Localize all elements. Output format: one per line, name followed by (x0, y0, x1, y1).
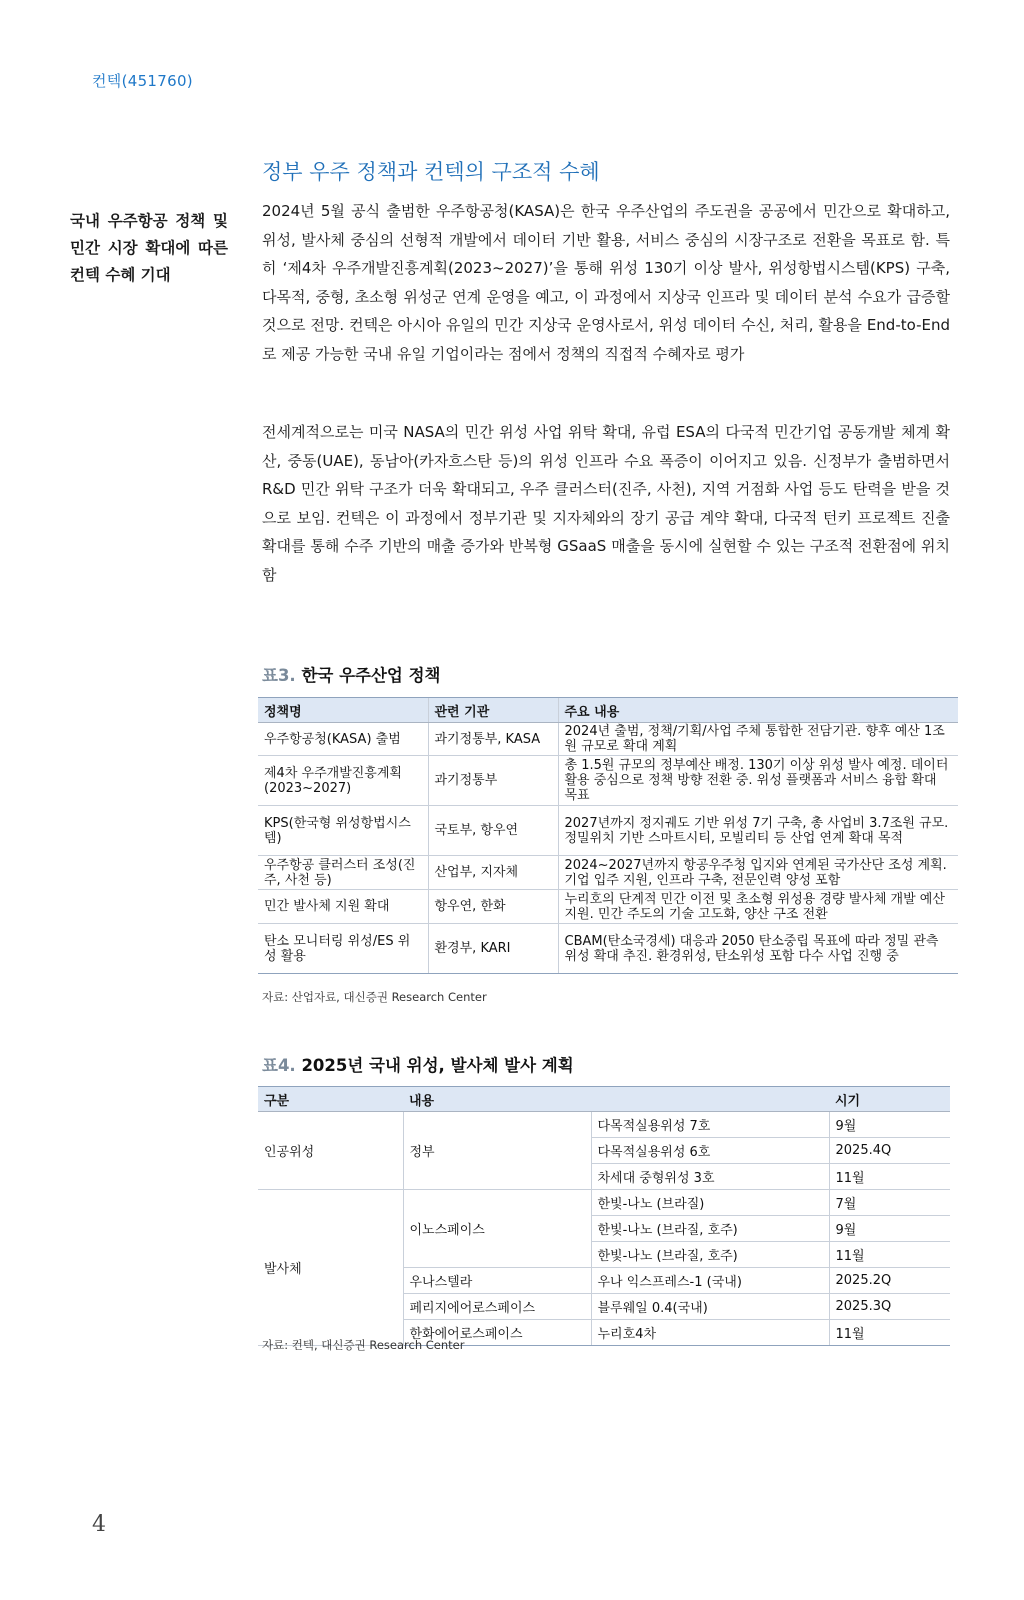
launch-plan-table (258, 1086, 950, 1346)
table-row (258, 924, 958, 974)
table4-source: 자료: 컨텍, 대신증권 Research Center (262, 1338, 465, 1352)
table-row (258, 856, 958, 890)
agency-cell: 과기정통부 (428, 756, 558, 806)
policy-table (258, 697, 958, 974)
body-paragraph-1: 2024년 5월 공식 출범한 우주항공청(KASA)은 한국 우주산업의 주도권을 공공에서 민간으로 확대하고, 위성, 발사체 중심의 선형적 개발에서 데이터 기반 활용, 서비스 중심의 시장구조로 전환을 목표로 함. 특히 ‘제4차 우주개발진흥계획(2023~2027)’을 통해 위성 130기 이상 발사, 위성항법시스템(KPS) 구축, 다목적, 중형, 초소형 위성군 연계 운영을 예고, 이 과정에서 지상국 인프라 및 데이터 분석 수요가 급증할 것으로 전망. 컨텍은 아시아 유일의 민간 지상국 운영사로서, 위성 데이터 수신, 처리, 활용을 End-to-End로 제공 가능한 국내 유일 기업이라는 점에서 정책의 직접적 수혜자로 평가 (262, 202, 950, 363)
schedule-cell: 2025.2Q (829, 1268, 950, 1294)
table-header-row (258, 1087, 950, 1112)
table3-title (262, 662, 440, 686)
schedule-cell: 9월 (829, 1216, 950, 1242)
side-note: 국내 우주항공 정책 및 민간 시장 확대에 따른 컨텍 수혜 기대 (70, 212, 228, 284)
mission-cell: 누리호4차 (591, 1320, 829, 1346)
schedule-cell: 11월 (829, 1164, 950, 1190)
mission-cell: 다목적실용위성 6호 (591, 1138, 829, 1164)
table-row (258, 723, 958, 756)
schedule-cell: 2025.3Q (829, 1294, 950, 1320)
schedule-cell: 11월 (829, 1242, 950, 1268)
operator-cell: 정부 (403, 1112, 591, 1190)
schedule-cell: 11월 (829, 1320, 950, 1346)
table4-title (262, 1052, 574, 1076)
table-header-cell: 주요 내용 (558, 698, 958, 723)
table3-title-text: 한국 우주산업 정책 (301, 666, 441, 685)
table3-source: 자료: 산업자료, 대신증권 Research Center (262, 990, 487, 1004)
operator-cell: 이노스페이스 (403, 1190, 591, 1268)
table4-number: 표4. (262, 1056, 296, 1075)
page-number: 4 (92, 1512, 106, 1537)
agency-cell: 산업부, 지자체 (428, 856, 558, 890)
category-cell: 발사체 (258, 1190, 403, 1346)
schedule-cell: 7월 (829, 1190, 950, 1216)
content-cell: CBAM(탄소국경세) 대응과 2050 탄소중립 목표에 따라 정밀 관측 위성 확대 추진. 환경위성, 탄소위성 포함 다수 사업 진행 중 (558, 924, 958, 974)
operator-cell: 페리지에어로스페이스 (403, 1294, 591, 1320)
mission-cell: 한빛-나노 (브라질, 호주) (591, 1216, 829, 1242)
table-header-cell: 내용 (403, 1087, 591, 1112)
content-cell: 2027년까지 정지궤도 기반 위성 7기 구축, 총 사업비 3.7조원 규모. 정밀위치 기반 스마트시티, 모빌리티 등 산업 연계 확대 목적 (558, 806, 958, 856)
mission-cell: 우나 익스프레스-1 (국내) (591, 1268, 829, 1294)
table-row (258, 806, 958, 856)
table-row (258, 1112, 950, 1138)
policy-name-cell: 우주항공 클러스터 조성(진주, 사천 등) (258, 856, 428, 890)
content-cell: 총 1.5원 규모의 정부예산 배정. 130기 이상 위성 발사 예정. 데이터 활용 중심으로 정책 방향 전환 중. 위성 플랫폼과 서비스 융합 확대 목표 (558, 756, 958, 806)
policy-name-cell: 민간 발사체 지원 확대 (258, 890, 428, 924)
mission-cell: 한빛-나노 (브라질, 호주) (591, 1242, 829, 1268)
table-row (258, 1190, 950, 1216)
operator-cell: 한화에어로스페이스 (403, 1320, 591, 1346)
mission-cell: 블루웨일 0.4(국내) (591, 1294, 829, 1320)
agency-cell: 과기정통부, KASA (428, 723, 558, 756)
content-cell: 누리호의 단계적 민간 이전 및 초소형 위성용 경량 발사체 개발 예산 지원. 민간 주도의 기술 고도화, 양산 구조 전환 (558, 890, 958, 924)
operator-cell: 우나스텔라 (403, 1268, 591, 1294)
section-title: 정부 우주 정책과 컨텍의 구조적 수혜 (262, 160, 600, 184)
mission-cell: 다목적실용위성 7호 (591, 1112, 829, 1138)
table-header-cell: 정책명 (258, 698, 428, 723)
table3-number: 표3. (262, 666, 296, 685)
table-row (258, 756, 958, 806)
table-header-cell (591, 1087, 829, 1112)
agency-cell: 환경부, KARI (428, 924, 558, 974)
category-cell: 인공위성 (258, 1112, 403, 1190)
report-header: 컨텍(451760) (92, 72, 193, 90)
schedule-cell: 9월 (829, 1112, 950, 1138)
table-row (258, 890, 958, 924)
mission-cell: 차세대 중형위성 3호 (591, 1164, 829, 1190)
policy-name-cell: 탄소 모니터링 위성/ES 위성 활용 (258, 924, 428, 974)
table4-title-text: 2025년 국내 위성, 발사체 발사 계획 (301, 1056, 574, 1075)
table-header-cell: 시기 (829, 1087, 950, 1112)
table-header-cell: 구분 (258, 1087, 403, 1112)
body-paragraph-2: 전세계적으로는 미국 NASA의 민간 위성 사업 위탁 확대, 유럽 ESA의 다국적 민간기업 공동개발 체계 확산, 중동(UAE), 동남아(카자흐스탄 등)의 위성 인프라 수요 폭증이 이어지고 있음. 신정부가 출범하면서 R&D 민간 위탁 구조가 더욱 확대되고, 우주 클러스터(진주, 사천), 지역 거점화 사업 등도 탄력을 받을 것으로 보임. 컨텍은 이 과정에서 정부기관 및 지자체와의 장기 공급 계약 확대, 다국적 턴키 프로젝트 진출 확대를 통해 수주 기반의 매출 증가와 반복형 GSaaS 매출을 동시에 실현할 수 있는 구조적 전환점에 위치함 (262, 423, 950, 584)
policy-name-cell: 우주항공청(KASA) 출범 (258, 723, 428, 756)
policy-name-cell: KPS(한국형 위성항법시스템) (258, 806, 428, 856)
agency-cell: 국토부, 항우연 (428, 806, 558, 856)
agency-cell: 항우연, 한화 (428, 890, 558, 924)
table-header-cell: 관련 기관 (428, 698, 558, 723)
content-cell: 2024~2027년까지 항공우주청 입지와 연계된 국가산단 조성 계획. 기업 입주 지원, 인프라 구축, 전문인력 양성 포함 (558, 856, 958, 890)
content-cell: 2024년 출범, 정책/기획/사업 주체 통합한 전담기관. 향후 예산 1조원 규모로 확대 계획 (558, 723, 958, 756)
mission-cell: 한빛-나노 (브라질) (591, 1190, 829, 1216)
table-header-row (258, 698, 958, 723)
schedule-cell: 2025.4Q (829, 1138, 950, 1164)
policy-name-cell: 제4차 우주개발진흥계획 (2023~2027) (258, 756, 428, 806)
